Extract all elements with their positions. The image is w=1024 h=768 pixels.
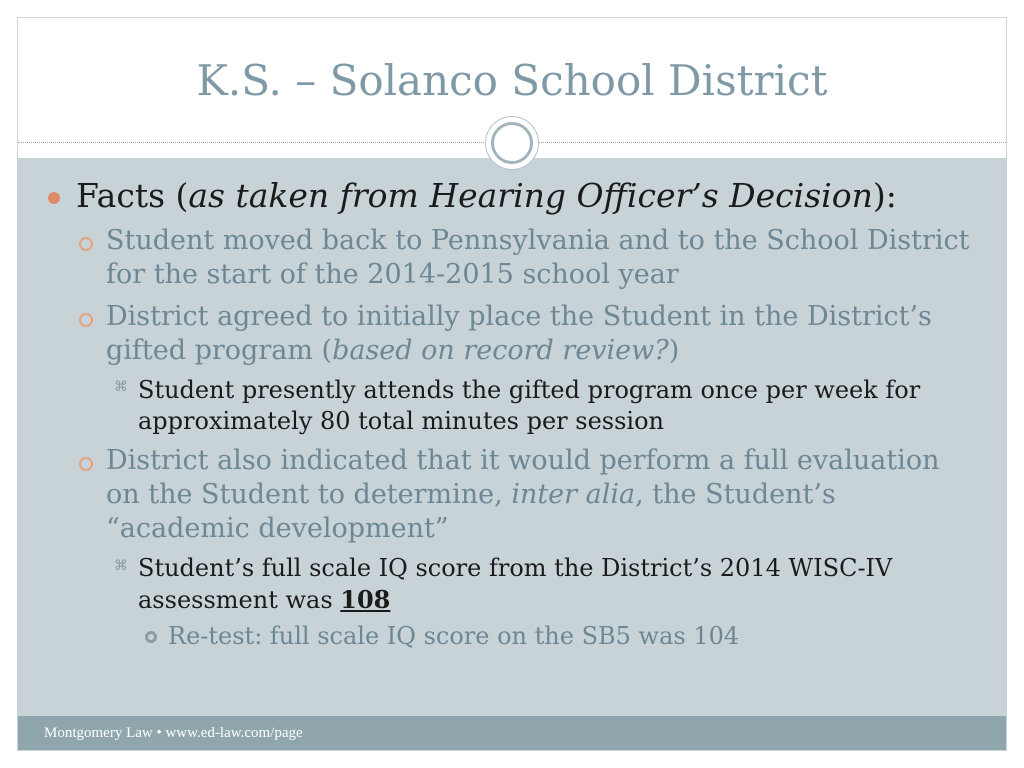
bullet-facts: Facts (as taken from Hearing Officer’s Decision):	[76, 176, 897, 215]
footer-text: Montgomery Law • www.ed-law.com/page	[44, 725, 303, 741]
bullet-agreed-line1: District agreed to initially place the Student in the District’s	[106, 301, 932, 332]
bullet-x-icon: ⌘	[114, 558, 128, 574]
iq-score-value: 108	[340, 585, 391, 614]
bullet-iq-line2: assessment was 108	[138, 585, 391, 614]
bullet-moved-line2: for the start of the 2014-2015 school year	[106, 259, 679, 290]
bullet-circle-icon	[145, 631, 157, 643]
footer-bar	[18, 716, 1006, 750]
divider-ring-icon	[491, 122, 533, 164]
bullet-ring-icon	[79, 237, 93, 251]
bullet-eval-line3: “academic development”	[106, 513, 449, 544]
bullet-moved-line1: Student moved back to Pennsylvania and to the School District	[106, 225, 970, 256]
bullet-attends-line2: approximately 80 total minutes per session	[138, 407, 665, 435]
slide-title: K.S. – Solanco School District	[196, 56, 828, 105]
bullet-agreed-line2: gifted program (based on record review?)	[106, 335, 680, 366]
bullet-x-icon: ⌘	[114, 379, 128, 395]
bullet-ring-icon	[79, 313, 93, 327]
bullet-iq-line1: Student’s full scale IQ score from the District’s 2014 WISC-IV	[138, 554, 893, 582]
bullet-attends-line1: Student presently attends the gifted program once per week for	[138, 376, 921, 404]
bullet-eval-line1: District also indicated that it would perform a full evaluation	[106, 445, 940, 476]
slide	[17, 17, 1007, 751]
bullet-eval-line2: on the Student to determine, inter alia, the Student’s	[106, 479, 836, 510]
bullet-retest: Re-test: full scale IQ score on the SB5 was 104	[168, 622, 740, 650]
bullet-dot-icon	[48, 192, 60, 204]
bullet-ring-icon	[79, 457, 93, 471]
